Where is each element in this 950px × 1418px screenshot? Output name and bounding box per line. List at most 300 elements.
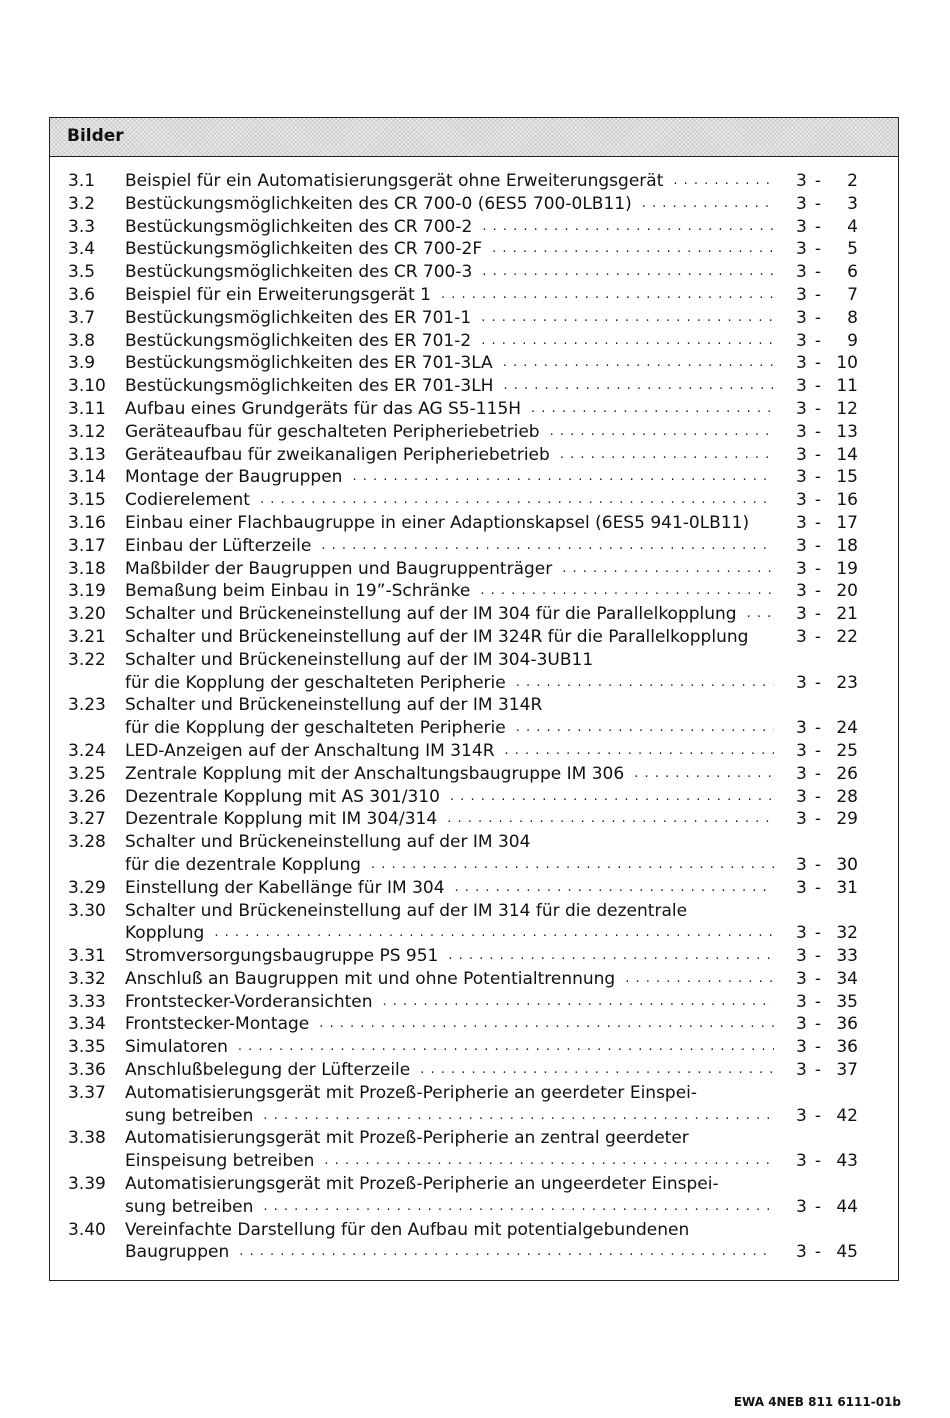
- page-separator: -: [814, 376, 822, 397]
- figure-text-wrap: [125, 922, 796, 945]
- figure-number: 3.31: [68, 946, 106, 967]
- page-number: 42: [836, 1105, 858, 1126]
- chapter-number: 3: [796, 1242, 807, 1263]
- page-reference: [796, 1173, 858, 1196]
- page-reference: [796, 1219, 858, 1242]
- figure-number: 3.38: [68, 1128, 106, 1149]
- figure-entry-continuation: [68, 900, 858, 923]
- page-separator: -: [814, 1060, 822, 1081]
- figure-number: 3.30: [68, 900, 106, 921]
- figure-entry: [68, 580, 858, 603]
- figure-entry-continuation: [68, 1082, 858, 1105]
- page-reference: [796, 991, 858, 1014]
- chapter-number: 3: [796, 171, 807, 191]
- figure-number: 3.32: [68, 968, 106, 989]
- page-reference: [796, 170, 858, 193]
- figure-entry: [68, 1013, 858, 1036]
- figure-number: 3.3: [68, 216, 96, 237]
- page-number: 17: [836, 512, 858, 533]
- figure-title: Maßbilder der Baugruppen und Baugruppenträger: [125, 558, 553, 579]
- figure-title: sung betreiben: [125, 1105, 254, 1126]
- figure-title: Frontstecker-Montage: [125, 1014, 310, 1035]
- figure-number: [68, 1241, 125, 1264]
- figure-title: sung betreiben: [125, 1196, 254, 1217]
- page-number: 37: [836, 1060, 858, 1081]
- page-number: 44: [836, 1196, 858, 1217]
- figure-entry: [68, 170, 858, 193]
- page-separator: -: [814, 626, 822, 647]
- chapter-number: 3: [796, 444, 807, 465]
- figure-number: 3.6: [68, 284, 96, 305]
- figure-text-wrap: [125, 1150, 796, 1173]
- figure-title: Bestückungsmöglichkeiten des ER 701-2: [125, 330, 472, 351]
- page-number: 32: [836, 923, 858, 944]
- figure-text-wrap: [125, 558, 796, 581]
- figure-entry: [68, 307, 858, 330]
- page-reference: [796, 535, 858, 558]
- figure-number: [68, 854, 125, 877]
- figure-title: Anschluß an Baugruppen mit und ohne Potentialtrennung: [125, 968, 616, 989]
- figure-entry-continuation: [68, 1173, 858, 1196]
- figure-number: 3.29: [68, 877, 106, 898]
- page-separator: -: [814, 171, 822, 191]
- figure-text-wrap: [125, 900, 796, 923]
- page-reference: [796, 216, 858, 239]
- chapter-number: 3: [796, 968, 807, 989]
- document-code: EWA 4NEB 811 6111-01b: [733, 1395, 901, 1409]
- chapter-number: 3: [796, 193, 807, 214]
- figure-entry: [68, 535, 858, 558]
- page-number: 36: [836, 1014, 858, 1035]
- figure-entry: [68, 261, 858, 284]
- dot-leader: [482, 216, 774, 239]
- figure-entry: [68, 717, 858, 740]
- figure-number: 3.19: [68, 581, 106, 602]
- page-number: 13: [836, 421, 858, 442]
- page-reference: [796, 512, 858, 535]
- chapter-number: 3: [796, 581, 807, 602]
- figure-title: Automatisierungsgerät mit Prozeß-Peripherie an geerdeter Einspei-: [125, 1082, 698, 1103]
- figure-entry-continuation: [68, 831, 858, 854]
- page-number: 31: [836, 877, 858, 898]
- figure-title: für die dezentrale Kopplung: [125, 854, 361, 875]
- page-reference: [796, 580, 858, 603]
- dot-leader: [505, 740, 774, 763]
- page-number: 36: [836, 1037, 858, 1058]
- page-separator: -: [814, 330, 822, 351]
- figure-text-wrap: [125, 1059, 796, 1082]
- page-number: 7: [847, 284, 858, 305]
- chapter-number: 3: [796, 786, 807, 807]
- figure-title: Kopplung: [125, 923, 205, 944]
- page-separator: -: [814, 854, 822, 875]
- figure-number: 3.28: [68, 832, 106, 853]
- page-separator: -: [814, 1151, 822, 1172]
- page-number: 11: [836, 376, 858, 397]
- page-reference: [796, 193, 858, 216]
- dot-leader: [448, 945, 774, 968]
- chapter-number: 3: [796, 1151, 807, 1172]
- page-number: 45: [836, 1242, 858, 1263]
- figure-title: Bestückungsmöglichkeiten des CR 700-2F: [125, 239, 483, 260]
- page-reference: [796, 330, 858, 353]
- figure-entry: [68, 238, 858, 261]
- page-reference: [796, 922, 858, 945]
- figure-title: Schalter und Brückeneinstellung auf der IM 304-3UB11: [125, 649, 594, 670]
- page-separator: -: [814, 672, 822, 693]
- chapter-number: 3: [796, 535, 807, 556]
- page-reference: [796, 558, 858, 581]
- figure-title: Bestückungsmöglichkeiten des ER 701-3LH: [125, 376, 494, 397]
- dot-leader: [383, 991, 775, 1014]
- page-reference: [796, 672, 858, 695]
- page-separator: -: [814, 740, 822, 761]
- chapter-number: 3: [796, 353, 807, 374]
- page-number: 43: [836, 1151, 858, 1172]
- figure-number: 3.12: [68, 421, 106, 442]
- figure-text-wrap: [125, 330, 796, 353]
- figure-entry: [68, 786, 858, 809]
- page-reference: [796, 1059, 858, 1082]
- figure-number: 3.14: [68, 467, 106, 488]
- chapter-number: 3: [796, 512, 807, 533]
- figure-title: Schalter und Brückeneinstellung auf der IM 314R: [125, 695, 543, 716]
- page-reference: [796, 786, 858, 809]
- figure-number: 3.36: [68, 1060, 106, 1081]
- page-number: 10: [836, 353, 858, 374]
- page-reference: [796, 307, 858, 330]
- dot-leader: [625, 968, 774, 991]
- figure-text-wrap: [125, 1219, 796, 1242]
- page-separator: -: [814, 809, 822, 830]
- figure-number: 3.27: [68, 809, 106, 830]
- figure-title: Codierelement: [125, 490, 250, 511]
- page-number: 25: [836, 740, 858, 761]
- figure-number: 3.8: [68, 330, 96, 351]
- page-separator: -: [814, 512, 822, 533]
- figure-entry: [68, 877, 858, 900]
- page-number: 8: [847, 307, 858, 328]
- page-number: 30: [836, 854, 858, 875]
- figure-text-wrap: [125, 261, 796, 284]
- page-separator: -: [814, 444, 822, 465]
- figure-title: Beispiel für ein Automatisierungsgerät ohne Erweiterungsgerät: [125, 171, 664, 191]
- figure-list: [68, 170, 858, 1264]
- figure-title: Automatisierungsgerät mit Prozeß-Peripherie an ungeerdeter Einspei-: [125, 1174, 719, 1195]
- chapter-number: 3: [796, 376, 807, 397]
- page-number: 35: [836, 991, 858, 1012]
- figure-text-wrap: [125, 1036, 796, 1059]
- page-reference: [796, 375, 858, 398]
- page-reference: [796, 854, 858, 877]
- figure-text-wrap: [125, 421, 796, 444]
- figure-entry: [68, 421, 858, 444]
- figure-entry: [68, 603, 858, 626]
- figure-number: 3.4: [68, 239, 96, 260]
- page-separator: -: [814, 923, 822, 944]
- figure-text-wrap: [125, 877, 796, 900]
- dot-leader: [634, 763, 774, 786]
- figure-text-wrap: [125, 603, 796, 626]
- page-separator: -: [814, 786, 822, 807]
- page-separator: -: [814, 1196, 822, 1217]
- page-reference: [796, 649, 858, 672]
- figure-number: 3.25: [68, 763, 106, 784]
- page-number: 26: [836, 763, 858, 784]
- page-reference: [796, 717, 858, 740]
- dot-leader: [480, 580, 774, 603]
- figure-title: Bestückungsmöglichkeiten des CR 700-3: [125, 262, 473, 283]
- dot-leader: [481, 307, 774, 330]
- chapter-number: 3: [796, 467, 807, 488]
- figure-number: [68, 922, 125, 945]
- figure-number: 3.34: [68, 1014, 106, 1035]
- figure-text-wrap: [125, 945, 796, 968]
- figure-number: 3.40: [68, 1219, 106, 1240]
- figure-title: Einbau einer Flachbaugruppe in einer Adaptionskapsel (6ES5 941-0LB11): [125, 512, 750, 533]
- figure-title: Zentrale Kopplung mit der Anschaltungsbaugruppe IM 306: [125, 763, 625, 784]
- figure-entry: [68, 1059, 858, 1082]
- figure-text-wrap: [125, 466, 796, 489]
- figure-title: Bestückungsmöglichkeiten des CR 700-0 (6ES5 700-0LB11): [125, 193, 632, 214]
- figure-title: Dezentrale Kopplung mit IM 304/314: [125, 809, 438, 830]
- figure-title: Frontstecker-Vorderansichten: [125, 991, 373, 1012]
- figure-text-wrap: [125, 580, 796, 603]
- chapter-number: 3: [796, 672, 807, 693]
- page-reference: [796, 968, 858, 991]
- figure-entry: [68, 216, 858, 239]
- figure-number: 3.11: [68, 398, 106, 419]
- figure-text-wrap: [125, 831, 796, 854]
- figure-entry: [68, 1196, 858, 1219]
- figure-text-wrap: [125, 216, 796, 239]
- chapter-number: 3: [796, 421, 807, 442]
- chapter-number: 3: [796, 262, 807, 283]
- figure-title: Automatisierungsgerät mit Prozeß-Peripherie an zentral geerdeter: [125, 1128, 689, 1149]
- figure-text-wrap: [125, 1013, 796, 1036]
- dot-leader: [263, 1196, 774, 1219]
- figure-number: [68, 1196, 125, 1219]
- page-separator: -: [814, 763, 822, 784]
- page-separator: -: [814, 1014, 822, 1035]
- page-number: 28: [836, 786, 858, 807]
- figure-entry: [68, 398, 858, 421]
- page-number: 15: [836, 467, 858, 488]
- page-reference: [796, 421, 858, 444]
- figure-number: 3.17: [68, 535, 106, 556]
- dot-leader: [673, 170, 774, 193]
- figure-text-wrap: [125, 649, 796, 672]
- chapter-number: 3: [796, 284, 807, 305]
- dot-leader: [531, 398, 774, 421]
- page-separator: -: [814, 718, 822, 739]
- chapter-number: 3: [796, 740, 807, 761]
- page-separator: -: [814, 946, 822, 967]
- page-reference: [796, 740, 858, 763]
- page-separator: -: [814, 535, 822, 556]
- page-number: 5: [847, 239, 858, 260]
- dot-leader: [550, 421, 774, 444]
- dot-leader: [214, 922, 774, 945]
- figure-number: [68, 717, 125, 740]
- figure-text-wrap: [125, 193, 796, 216]
- figure-text-wrap: [125, 854, 796, 877]
- figure-list-frame: [49, 117, 899, 1281]
- page-separator: -: [814, 604, 822, 625]
- figure-entry: [68, 672, 858, 695]
- page-separator: -: [814, 284, 822, 305]
- page-reference: [796, 1241, 858, 1264]
- page-number: 18: [836, 535, 858, 556]
- figure-text-wrap: [125, 968, 796, 991]
- figure-number: 3.10: [68, 376, 106, 397]
- dot-leader: [481, 330, 774, 353]
- figure-title: Simulatoren: [125, 1037, 228, 1058]
- dot-leader: [239, 1241, 774, 1264]
- figure-title: Stromversorgungsbaugruppe PS 951: [125, 946, 439, 967]
- chapter-number: 3: [796, 809, 807, 830]
- dot-leader: [516, 672, 774, 695]
- page-separator: -: [814, 193, 822, 214]
- figure-entry: [68, 763, 858, 786]
- dot-leader: [450, 786, 774, 809]
- figure-entry: [68, 740, 858, 763]
- page-separator: -: [814, 262, 822, 283]
- figure-text-wrap: [125, 786, 796, 809]
- figure-entry: [68, 512, 858, 535]
- figure-number: 3.9: [68, 353, 96, 374]
- page-number: 29: [836, 809, 858, 830]
- page-reference: [796, 466, 858, 489]
- chapter-number: 3: [796, 763, 807, 784]
- figure-title: für die Kopplung der geschalteten Peripherie: [125, 672, 506, 693]
- page-reference: [796, 831, 858, 854]
- figure-entry: [68, 968, 858, 991]
- dot-leader: [503, 352, 774, 375]
- chapter-number: 3: [796, 398, 807, 419]
- figure-title: Aufbau eines Grundgeräts für das AG S5-115H: [125, 398, 522, 419]
- page-number: 24: [836, 718, 858, 739]
- page-number: 6: [847, 262, 858, 283]
- page-number: 16: [836, 490, 858, 511]
- figure-title: Bestückungsmöglichkeiten des ER 701-1: [125, 307, 472, 328]
- figure-text-wrap: [125, 740, 796, 763]
- figure-text-wrap: [125, 535, 796, 558]
- chapter-number: 3: [796, 718, 807, 739]
- figure-number: [68, 1105, 125, 1128]
- figure-text-wrap: [125, 1082, 796, 1105]
- figure-text-wrap: [125, 489, 796, 512]
- figure-title: Baugruppen: [125, 1242, 230, 1263]
- figure-text-wrap: [125, 717, 796, 740]
- page-reference: [796, 444, 858, 467]
- figure-number: [68, 1150, 125, 1173]
- figure-text-wrap: [125, 763, 796, 786]
- figure-number: 3.37: [68, 1082, 106, 1103]
- page-number: 22: [836, 626, 858, 647]
- figure-text-wrap: [125, 375, 796, 398]
- figure-number: 3.2: [68, 193, 96, 214]
- chapter-number: 3: [796, 558, 807, 579]
- figure-number: 3.39: [68, 1174, 106, 1195]
- figure-number: 3.35: [68, 1037, 106, 1058]
- figure-title: Geräteaufbau für zweikanaligen Peripheriebetrieb: [125, 444, 550, 465]
- figure-text-wrap: [125, 398, 796, 421]
- page-reference: [796, 1127, 858, 1150]
- page-reference: [796, 1013, 858, 1036]
- figure-entry: [68, 284, 858, 307]
- page-number: 21: [836, 604, 858, 625]
- page-number: 34: [836, 968, 858, 989]
- figure-text-wrap: [125, 626, 796, 649]
- figure-number: 3.16: [68, 512, 106, 533]
- figure-number: 3.1: [68, 171, 96, 191]
- figure-entry: [68, 193, 858, 216]
- chapter-number: 3: [796, 216, 807, 237]
- figure-title: Anschlußbelegung der Lüfterzeile: [125, 1060, 411, 1081]
- dot-leader: [503, 375, 774, 398]
- figure-entry: [68, 330, 858, 353]
- figure-text-wrap: [125, 284, 796, 307]
- page-number: 9: [847, 330, 858, 351]
- dot-leader: [747, 603, 774, 626]
- figure-number: 3.22: [68, 649, 106, 670]
- page-reference: [796, 352, 858, 375]
- dot-leader: [321, 535, 774, 558]
- page-reference: [796, 1082, 858, 1105]
- figure-text-wrap: [125, 170, 796, 193]
- dot-leader: [562, 558, 774, 581]
- page-separator: -: [814, 353, 822, 374]
- figure-entry-continuation: [68, 1127, 858, 1150]
- figure-entry: [68, 1150, 858, 1173]
- page-number: 3: [847, 193, 858, 214]
- figure-title: Geräteaufbau für geschalteten Peripheriebetrieb: [125, 421, 540, 442]
- chapter-number: 3: [796, 626, 807, 647]
- figure-title: Einspeisung betreiben: [125, 1151, 315, 1172]
- page-separator: -: [814, 239, 822, 260]
- page-reference: [796, 808, 858, 831]
- dot-leader: [352, 466, 774, 489]
- dot-leader: [482, 261, 774, 284]
- dot-leader: [642, 193, 774, 216]
- chapter-number: 3: [796, 307, 807, 328]
- dot-leader: [441, 284, 774, 307]
- figure-entry: [68, 945, 858, 968]
- chapter-number: 3: [796, 1196, 807, 1217]
- chapter-number: 3: [796, 1105, 807, 1126]
- figure-number: 3.20: [68, 604, 106, 625]
- figure-title: Einstellung der Kabellänge für IM 304: [125, 877, 445, 898]
- chapter-number: 3: [796, 604, 807, 625]
- figure-entry-continuation: [68, 1219, 858, 1242]
- figure-text-wrap: [125, 672, 796, 695]
- page-number: 4: [847, 216, 858, 237]
- figure-entry: [68, 444, 858, 467]
- figure-text-wrap: [125, 307, 796, 330]
- figure-title: Montage der Baugruppen: [125, 467, 343, 488]
- chapter-number: 3: [796, 239, 807, 260]
- page-reference: [796, 877, 858, 900]
- figure-title: LED-Anzeigen auf der Anschaltung IM 314R: [125, 740, 495, 761]
- chapter-number: 3: [796, 490, 807, 511]
- page-number: 12: [836, 398, 858, 419]
- page-reference: [796, 284, 858, 307]
- page-number: 23: [836, 672, 858, 693]
- figure-text-wrap: [125, 238, 796, 261]
- page-reference: [796, 694, 858, 717]
- figure-text-wrap: [125, 1105, 796, 1128]
